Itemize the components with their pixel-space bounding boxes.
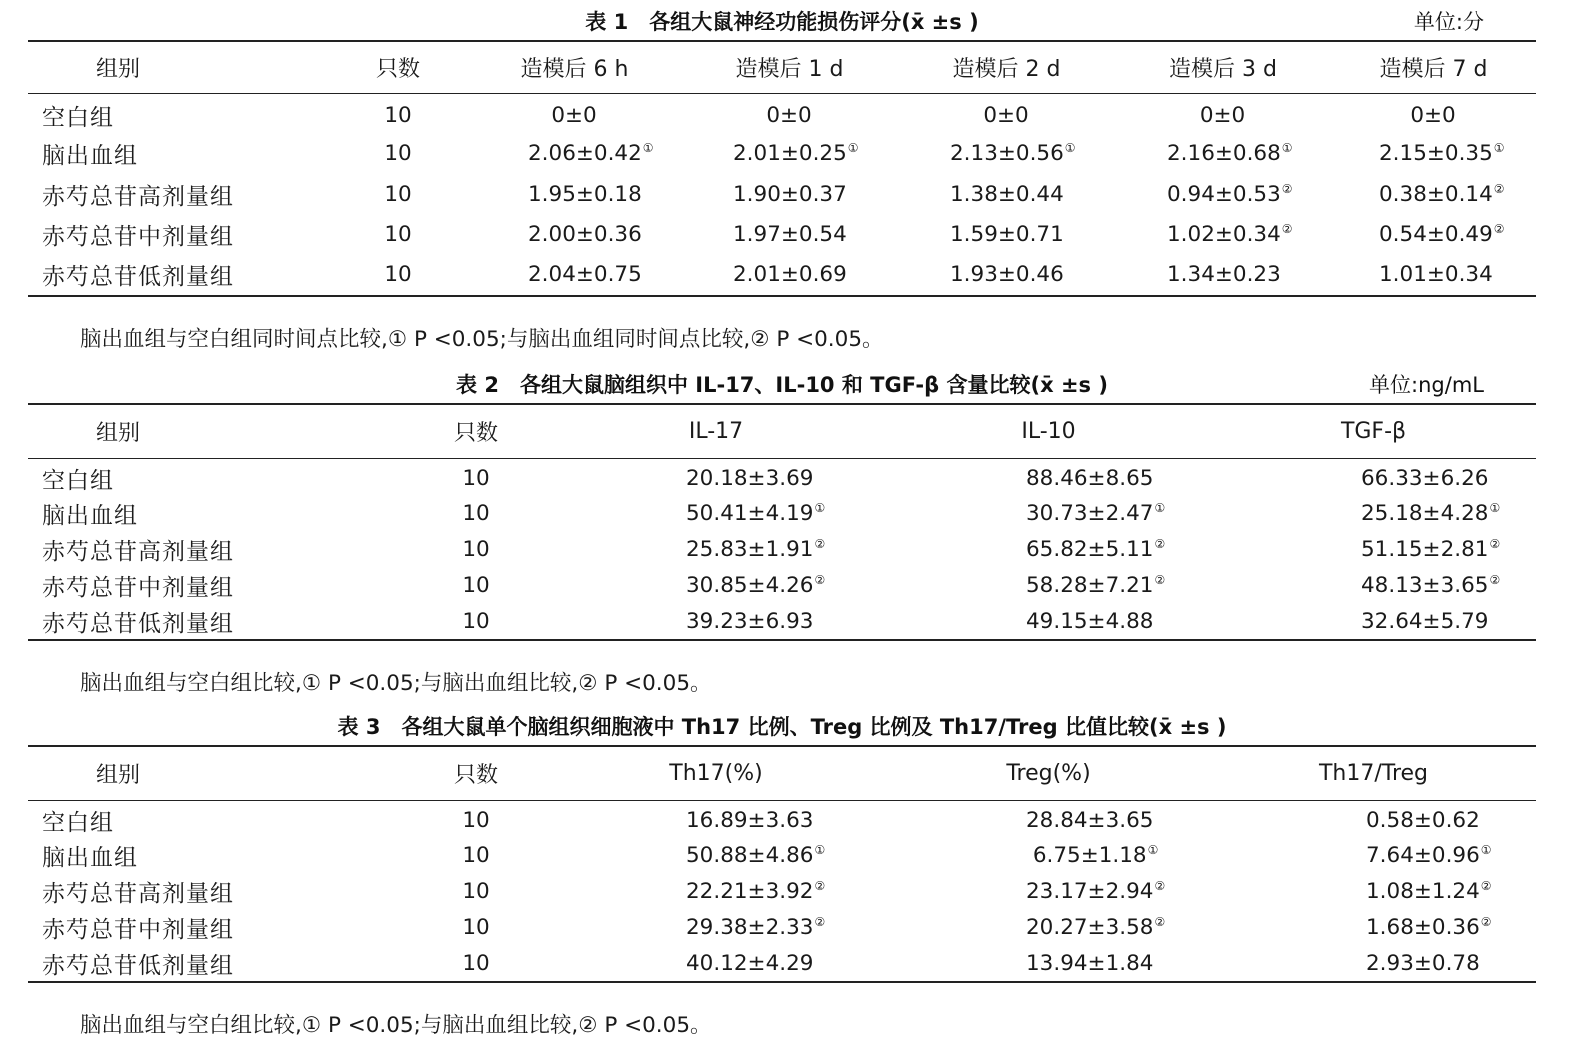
mean-sd-value: 7.64±0.96 [1366, 843, 1480, 868]
mean-sd-value: 58.28±7.21 [1026, 573, 1154, 598]
mean-sd-value: 48.13±3.65 [1361, 573, 1489, 598]
mean-sd-value: 2.00±0.36 [528, 222, 642, 248]
group-name-cell: 空白组 [42, 809, 114, 836]
column-header: 造模后 1 d [735, 56, 844, 82]
table-row [28, 800, 1536, 838]
mean-sd-value: 30.73±2.47 [1026, 501, 1154, 526]
mean-sd-value: 6.75±1.18 [1026, 843, 1147, 868]
value-cell [681, 215, 898, 256]
value-cell [886, 532, 1211, 568]
mean-sd-value: 22.21±3.92 [686, 879, 814, 904]
mean-sd-value: 1.90±0.37 [733, 181, 847, 207]
significance-marker: ② [1281, 181, 1293, 196]
value-cell [546, 946, 886, 982]
value-cell [546, 800, 886, 838]
value-cell [1211, 910, 1536, 946]
table-2-header [28, 404, 1536, 458]
value-cell [681, 93, 898, 134]
significance-marker: ② [1154, 537, 1166, 551]
value-cell [1115, 215, 1331, 256]
value-cell [546, 532, 886, 568]
value-cell [886, 604, 1211, 640]
mean-sd-value: 20.18±3.69 [686, 465, 814, 491]
table-row [28, 255, 1536, 296]
mean-sd-value: 66.33±6.26 [1361, 465, 1489, 491]
significance-marker: ② [1154, 573, 1166, 587]
table-2-caption [28, 367, 1536, 403]
value-cell [468, 93, 681, 134]
value-cell [1115, 93, 1331, 134]
column-header: 造模后 6 h [520, 56, 629, 82]
mean-sd-value: 1.59±0.71 [950, 222, 1064, 248]
mean-sd-value: 1.97±0.54 [733, 222, 847, 248]
column-header: Th17/Treg [1318, 760, 1429, 786]
column-header: 组别 [96, 762, 141, 788]
mean-sd-value: 1.34±0.23 [1167, 262, 1281, 288]
value-cell [1331, 134, 1536, 175]
significance-marker: ① [1480, 843, 1492, 857]
column-header: Treg(%) [1006, 760, 1091, 786]
mean-sd-value: 2.04±0.75 [528, 262, 642, 288]
table-1-title: 表 1 各组大鼠神经功能损伤评分(x̄ ±s ) [585, 10, 979, 34]
mean-sd-value: 2.06±0.42 [528, 141, 642, 167]
count-cell: 10 [384, 141, 412, 167]
mean-sd-value: 0±0 [551, 102, 597, 128]
significance-marker: ① [1489, 501, 1501, 515]
mean-sd-value: 0.94±0.53 [1167, 181, 1281, 207]
table-1-header-row [28, 41, 1536, 93]
value-cell [886, 874, 1211, 910]
mean-sd-value: 20.27±3.58 [1026, 915, 1154, 940]
value-cell [1331, 174, 1536, 215]
count-cell: 10 [462, 915, 490, 940]
mean-sd-value: 88.46±8.65 [1026, 465, 1154, 491]
significance-marker: ② [814, 915, 826, 929]
group-name-cell: 赤芍总苷中剂量组 [42, 575, 234, 601]
value-cell [898, 93, 1115, 134]
value-cell [681, 134, 898, 175]
value-cell [1211, 568, 1536, 604]
mean-sd-value: 13.94±1.84 [1026, 950, 1154, 976]
value-cell [1211, 496, 1536, 532]
significance-marker: ② [814, 879, 826, 893]
value-cell [1331, 215, 1536, 256]
table-row [28, 93, 1536, 134]
mean-sd-value: 1.68±0.36 [1366, 915, 1480, 940]
group-name-cell: 赤芍总苷低剂量组 [42, 264, 234, 291]
value-cell [681, 174, 898, 215]
table-1-header [28, 41, 1536, 93]
value-cell [546, 458, 886, 496]
table-row [28, 874, 1536, 910]
significance-marker: ② [1493, 181, 1505, 196]
table-row [28, 838, 1536, 874]
column-header: 只数 [453, 762, 498, 788]
column-header: TGF-β [1340, 418, 1407, 444]
table-2-unit: 单位:ng/mL [1369, 373, 1484, 397]
significance-marker: ① [814, 501, 826, 515]
mean-sd-value: 0.58±0.62 [1366, 807, 1480, 833]
count-cell: 10 [462, 879, 490, 904]
table-1-body [28, 93, 1536, 296]
table-row [28, 174, 1536, 215]
value-cell [1211, 532, 1536, 568]
value-cell [1211, 946, 1536, 982]
table-1 [28, 40, 1536, 297]
table-3-body [28, 800, 1536, 982]
table-3 [28, 745, 1536, 983]
significance-marker: ② [1489, 537, 1501, 551]
value-cell [898, 174, 1115, 215]
mean-sd-value: 51.15±2.81 [1361, 537, 1489, 562]
value-cell [1115, 134, 1331, 175]
mean-sd-value: 0.54±0.49 [1379, 222, 1493, 248]
group-name-cell: 赤芍总苷高剂量组 [42, 183, 234, 210]
significance-marker: ① [1154, 501, 1166, 515]
count-cell: 10 [384, 181, 412, 207]
mean-sd-value: 1.93±0.46 [950, 262, 1064, 288]
significance-marker: ① [1064, 141, 1076, 156]
count-cell: 10 [462, 843, 490, 868]
column-header: 组别 [96, 420, 141, 446]
significance-marker: ② [1489, 573, 1501, 587]
mean-sd-value: 40.12±4.29 [686, 950, 814, 976]
mean-sd-value: 30.85±4.26 [686, 573, 814, 598]
value-cell [1331, 93, 1536, 134]
mean-sd-value: 2.15±0.35 [1379, 141, 1493, 167]
value-cell [886, 910, 1211, 946]
value-cell [886, 458, 1211, 496]
value-cell [468, 215, 681, 256]
mean-sd-value: 1.02±0.34 [1167, 222, 1281, 248]
table-3-caption [28, 709, 1536, 745]
table-row [28, 604, 1536, 640]
value-cell [886, 568, 1211, 604]
mean-sd-value: 1.38±0.44 [950, 181, 1064, 207]
significance-marker: ② [1154, 879, 1166, 893]
mean-sd-value: 16.89±3.63 [686, 807, 814, 833]
mean-sd-value: 49.15±4.88 [1026, 608, 1154, 634]
count-cell: 10 [384, 102, 412, 128]
mean-sd-value: 0±0 [983, 102, 1029, 128]
mean-sd-value: 0±0 [1410, 102, 1456, 128]
table-row [28, 496, 1536, 532]
significance-marker: ② [814, 573, 826, 587]
table-1-note: 脑出血组与空白组同时间点比较,① P <0.05;与脑出血组同时间点比较,② P <0.05。 [80, 327, 884, 352]
significance-marker: ① [847, 141, 859, 156]
significance-marker: ② [1480, 879, 1492, 893]
value-cell [1211, 874, 1536, 910]
mean-sd-value: 0±0 [1199, 102, 1246, 128]
mean-sd-value: 25.18±4.28 [1361, 501, 1489, 526]
table-row [28, 910, 1536, 946]
mean-sd-value: 25.83±1.91 [686, 537, 814, 562]
mean-sd-value: 0±0 [766, 102, 812, 128]
column-header: IL-10 [1021, 418, 1076, 444]
table-2-body [28, 458, 1536, 640]
table-row [28, 532, 1536, 568]
value-cell [546, 568, 886, 604]
significance-marker: ② [1281, 222, 1293, 237]
mean-sd-value: 2.93±0.78 [1366, 950, 1480, 976]
mean-sd-value: 2.01±0.69 [733, 262, 847, 288]
table-1-unit: 单位:分 [1413, 10, 1484, 34]
mean-sd-value: 39.23±6.93 [686, 608, 814, 634]
significance-marker: ① [1493, 141, 1505, 156]
mean-sd-value: 65.82±5.11 [1026, 537, 1154, 562]
count-cell: 10 [462, 537, 490, 562]
value-cell [546, 604, 886, 640]
table-2-header-row [28, 404, 1536, 458]
significance-marker: ① [642, 141, 654, 156]
table-2-note: 脑出血组与空白组比较,① P <0.05;与脑出血组比较,② P <0.05。 [80, 671, 712, 696]
value-cell [1211, 800, 1536, 838]
count-cell: 10 [462, 807, 490, 833]
significance-marker: ① [814, 843, 826, 857]
value-cell [886, 800, 1211, 838]
count-cell: 10 [462, 950, 490, 976]
table-3-block [28, 709, 1536, 983]
mean-sd-value: 50.88±4.86 [686, 843, 814, 868]
mean-sd-value: 2.16±0.68 [1167, 141, 1281, 167]
table-row [28, 215, 1536, 256]
column-header: 造模后 3 d [1169, 56, 1277, 82]
mean-sd-value: 1.01±0.34 [1379, 262, 1493, 288]
value-cell [468, 174, 681, 215]
count-cell: 10 [462, 608, 490, 634]
table-3-note: 脑出血组与空白组比较,① P <0.05;与脑出血组比较,② P <0.05。 [80, 1013, 712, 1038]
group-name-cell: 赤芍总苷低剂量组 [42, 952, 234, 979]
column-header: 造模后 7 d [1379, 56, 1488, 82]
group-name-cell: 赤芍总苷低剂量组 [42, 610, 234, 637]
table-3-header [28, 746, 1536, 800]
mean-sd-value: 32.64±5.79 [1361, 608, 1489, 634]
table-row [28, 568, 1536, 604]
table-2-title: 表 2 各组大鼠脑组织中 IL-17、IL-10 和 TGF-β 含量比较(x̄ ±s ) [456, 373, 1108, 397]
value-cell [1331, 255, 1536, 296]
group-name-cell: 空白组 [42, 467, 114, 494]
significance-marker: ② [1480, 915, 1492, 929]
significance-marker: ② [1493, 222, 1505, 237]
mean-sd-value: 28.84±3.65 [1026, 807, 1154, 833]
value-cell [546, 874, 886, 910]
value-cell [886, 946, 1211, 982]
table-3-title: 表 3 各组大鼠单个脑组织细胞液中 Th17 比例、Treg 比例及 Th17/Treg 比值比较(x̄ ±s ) [337, 715, 1227, 739]
mean-sd-value: 29.38±2.33 [686, 915, 814, 940]
count-cell: 10 [384, 222, 412, 248]
value-cell [898, 134, 1115, 175]
significance-marker: ① [1281, 141, 1293, 156]
count-cell: 10 [462, 465, 490, 491]
column-header: 只数 [453, 420, 498, 446]
group-name-cell: 赤芍总苷高剂量组 [42, 539, 234, 565]
count-cell: 10 [462, 573, 490, 598]
count-cell: 10 [384, 262, 412, 288]
value-cell [546, 838, 886, 874]
table-2-block [28, 367, 1536, 641]
group-name-cell: 空白组 [42, 104, 114, 131]
value-cell [1115, 255, 1331, 296]
group-name-cell: 脑出血组 [42, 503, 138, 529]
value-cell [1211, 458, 1536, 496]
mean-sd-value: 50.41±4.19 [686, 501, 814, 526]
significance-marker: ② [814, 537, 826, 551]
table-3-header-row [28, 746, 1536, 800]
mean-sd-value: 0.38±0.14 [1379, 181, 1493, 207]
column-header: 只数 [375, 56, 420, 82]
group-name-cell: 脑出血组 [42, 845, 138, 871]
mean-sd-value: 2.01±0.25 [733, 141, 847, 167]
table-1-caption [28, 4, 1536, 40]
table-row [28, 134, 1536, 175]
mean-sd-value: 1.08±1.24 [1366, 879, 1480, 904]
value-cell [1115, 174, 1331, 215]
table-row [28, 458, 1536, 496]
value-cell [886, 496, 1211, 532]
significance-marker: ② [1154, 915, 1166, 929]
group-name-cell: 脑出血组 [42, 143, 138, 170]
mean-sd-value: 23.17±2.94 [1026, 879, 1154, 904]
mean-sd-value: 1.95±0.18 [528, 181, 642, 207]
significance-marker: ① [1147, 843, 1159, 857]
value-cell [681, 255, 898, 296]
count-cell: 10 [462, 501, 490, 526]
table-row [28, 946, 1536, 982]
group-name-cell: 赤芍总苷中剂量组 [42, 224, 234, 251]
group-name-cell: 赤芍总苷高剂量组 [42, 881, 234, 907]
table-2 [28, 403, 1536, 641]
value-cell [546, 910, 886, 946]
table-1-block [28, 4, 1536, 297]
mean-sd-value: 2.13±0.56 [950, 141, 1064, 167]
value-cell [546, 496, 886, 532]
value-cell [1211, 604, 1536, 640]
value-cell [898, 255, 1115, 296]
column-header: IL-17 [688, 418, 744, 444]
value-cell [468, 134, 681, 175]
column-header: 组别 [96, 56, 141, 82]
value-cell [1211, 838, 1536, 874]
column-header: 造模后 2 d [952, 56, 1061, 82]
column-header: Th17(%) [669, 760, 763, 786]
value-cell [898, 215, 1115, 256]
value-cell [468, 255, 681, 296]
value-cell [886, 838, 1211, 874]
group-name-cell: 赤芍总苷中剂量组 [42, 917, 234, 943]
